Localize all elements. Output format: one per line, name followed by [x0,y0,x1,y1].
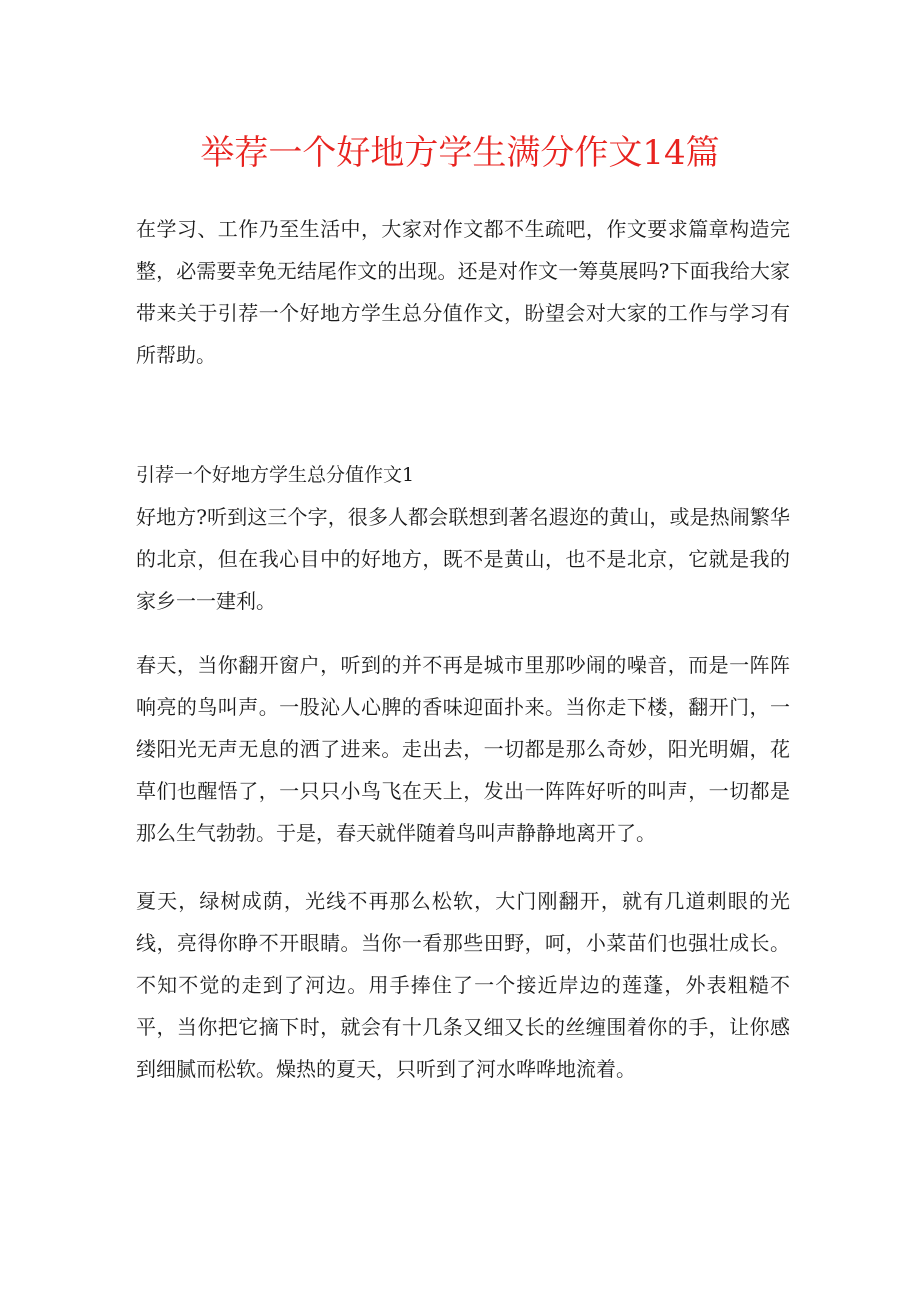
body-paragraph-3: 夏天，绿树成荫，光线不再那么松软，大门刚翻开，就有几道刺眼的光线，亮得你睁不开眼睛。当你一看那些田野，呵，小菜苗们也强壮成长。不知不觉的走到了河边。用手捧住了一个接近岸边的莲蓬，外表粗糙不平，当你把它摘下时，就会有十几条又细又长的丝缠围着你的手，让你感到细腻而松软。燥热的夏天，只听到了河水哗哗地流着。 [136,889,790,1081]
body-paragraph-2: 春天，当你翻开窗户，听到的并不再是城市里那吵闹的噪音，而是一阵阵响亮的鸟叫声。一股沁人心脾的香味迎面扑来。当你走下楼，翻开门，一缕阳光无声无息的洒了进来。走出去，一切都是那么奇妙，阳光明媚，花草们也醒悟了，一只只小鸟飞在天上，发出一阵阵好听的叫声，一切都是那么生气勃勃。于是，春天就伴随着鸟叫声静静地离开了。 [136,653,790,845]
intro-paragraph: 在学习、工作乃至生活中，大家对作文都不生疏吧，作文要求篇章构造完整，必需要幸免无结尾作文的出现。还是对作文一筹莫展吗?下面我给大家带来关于引荐一个好地方学生总分值作文，盼望会对大家的工作与学习有所帮助。 [136,217,790,367]
body-paragraph-1: 好地方?听到这三个字，很多人都会联想到著名遐迩的黄山，或是热闹繁华的北京，但在我心目中的好地方，既不是黄山，也不是北京，它就是我的家乡一一建利。 [136,505,790,613]
document-title: 举荐一个好地方学生满分作文14篇 [200,133,720,173]
section-heading: 引荐一个好地方学生总分值作文1 [136,464,415,486]
